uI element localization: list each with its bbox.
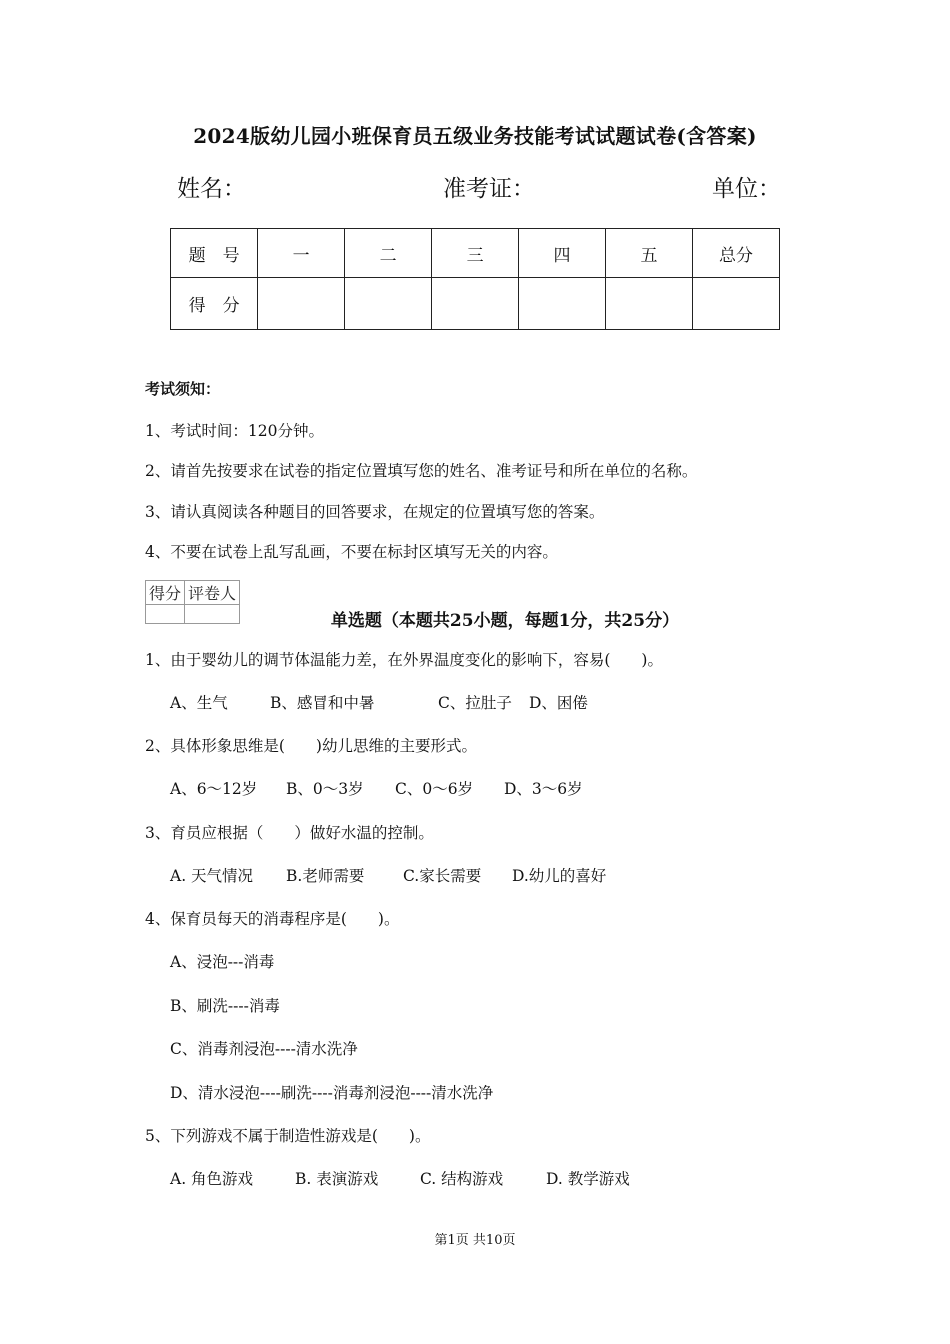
section-title: 单选题（本题共25小题，每题1分，共25分） xyxy=(330,611,680,631)
page-footer: 第1页 共10页 xyxy=(434,1233,516,1248)
option: B.老师需要 xyxy=(286,867,365,885)
unit-field-label: 单位： xyxy=(712,176,781,202)
option: C.家长需要 xyxy=(403,867,482,885)
option: D、困倦 xyxy=(529,694,588,712)
question-options xyxy=(170,691,588,713)
score-cell xyxy=(606,278,693,330)
question-stem: 5、下列游戏不属于制造性游戏是( )。 xyxy=(145,1127,431,1145)
option: C、拉肚子 xyxy=(438,694,512,712)
option: A、浸泡---消毒 xyxy=(170,953,275,971)
score-table-score-row xyxy=(171,278,780,330)
option: B、0～3岁 xyxy=(286,780,364,798)
grader-score-label: 得分 xyxy=(146,581,185,605)
option: D、清水浸泡----刷洗----消毒剂浸泡----清水洗净 xyxy=(170,1084,494,1102)
question-stem: 3、育员应根据（ ）做好水温的控制。 xyxy=(145,824,434,842)
option: C. 结构游戏 xyxy=(420,1170,504,1188)
exam-title: 2024版幼儿园小班保育员五级业务技能考试试题试卷(含答案) xyxy=(193,124,757,148)
grader-reviewer-label: 评卷人 xyxy=(185,581,240,605)
option: A、6～12岁 xyxy=(170,780,258,798)
score-table-header-row xyxy=(171,229,780,278)
score-header-cell: 四 xyxy=(519,229,606,278)
score-header-cell: 题 号 xyxy=(171,229,258,278)
score-cell xyxy=(519,278,606,330)
question-stem: 2、具体形象思维是( )幼儿思维的主要形式。 xyxy=(145,737,477,755)
score-header-cell: 一 xyxy=(258,229,345,278)
score-cell xyxy=(692,278,779,330)
option: D、3～6岁 xyxy=(504,780,583,798)
notice-item: 2、请首先按要求在试卷的指定位置填写您的姓名、准考证号和所在单位的名称。 xyxy=(145,462,698,480)
score-row-label: 得 分 xyxy=(171,278,258,330)
notice-item: 3、请认真阅读各种题目的回答要求，在规定的位置填写您的答案。 xyxy=(145,503,605,521)
question-stem: 4、保育员每天的消毒程序是( )。 xyxy=(145,910,400,928)
option: A. 天气情况 xyxy=(170,867,254,885)
notice-item: 4、不要在试卷上乱写乱画，不要在标封区填写无关的内容。 xyxy=(145,543,558,561)
question-options xyxy=(170,1167,630,1189)
option: B、感冒和中暑 xyxy=(270,694,375,712)
question-options xyxy=(170,777,583,799)
score-cell xyxy=(345,278,432,330)
option: A、生气 xyxy=(170,694,228,712)
option: D.幼儿的喜好 xyxy=(512,867,607,885)
name-field-label: 姓名： xyxy=(177,176,246,202)
score-header-cell: 总分 xyxy=(692,229,779,278)
score-cell xyxy=(432,278,519,330)
option: D. 教学游戏 xyxy=(546,1170,630,1188)
question-options xyxy=(170,864,606,886)
option: C、0～6岁 xyxy=(395,780,474,798)
option: A. 角色游戏 xyxy=(170,1170,254,1188)
option: B. 表演游戏 xyxy=(295,1170,379,1188)
score-cell xyxy=(258,278,345,330)
score-table xyxy=(170,228,780,330)
notice-item: 1、考试时间：120分钟。 xyxy=(145,422,324,440)
score-header-cell: 五 xyxy=(606,229,693,278)
option: C、消毒剂浸泡----清水洗净 xyxy=(170,1040,358,1058)
score-header-cell: 二 xyxy=(345,229,432,278)
notice-heading: 考试须知： xyxy=(145,380,221,398)
score-header-cell: 三 xyxy=(432,229,519,278)
exam-id-field-label: 准考证： xyxy=(443,176,535,202)
question-stem: 1、由于婴幼儿的调节体温能力差，在外界温度变化的影响下，容易( )。 xyxy=(145,651,663,669)
option: B、刷洗----消毒 xyxy=(170,997,280,1015)
